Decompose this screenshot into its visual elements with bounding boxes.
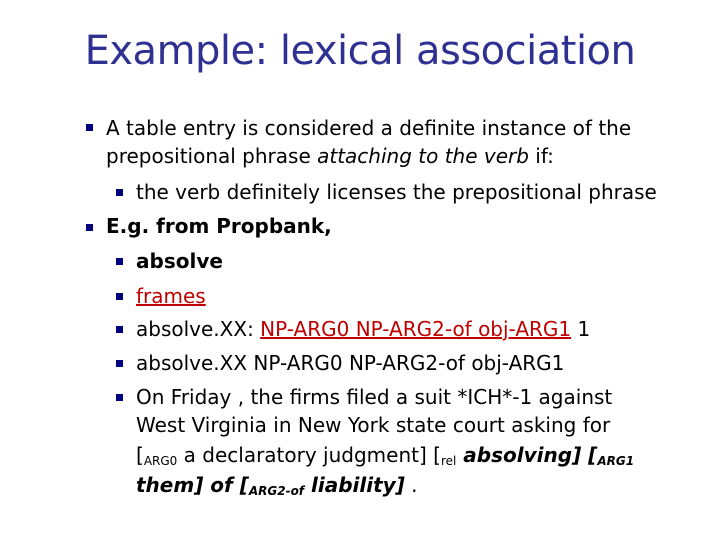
bullet-icon (86, 224, 93, 231)
text-span: E.g. from Propbank, (106, 214, 332, 238)
bullet-icon (116, 258, 123, 265)
bullet-text (106, 116, 631, 140)
text-span: if: (528, 144, 554, 168)
text-span: absolve.XX NP-ARG0 NP-ARG2-of obj-ARG1 (136, 351, 565, 375)
bullet-icon (116, 293, 123, 300)
sub-bullet-text[interactable] (136, 284, 206, 308)
bold-italic-text: absolving] [ (456, 443, 598, 467)
text-span: the verb definitely licenses the prepositional phrase (136, 180, 657, 204)
frames-link[interactable]: frames (136, 284, 206, 308)
sub-bullet-text (136, 385, 612, 409)
text-span: prepositional phrase (106, 144, 318, 168)
bold-italic-text: them] of [ (136, 473, 249, 497)
bold-italic-text: liability] (304, 473, 405, 497)
sub-bullet-text (136, 413, 610, 437)
subscript: ARG0 (143, 454, 178, 468)
bullet-icon (116, 189, 123, 196)
text-span: . (404, 473, 418, 497)
subscript: ARG1 (597, 454, 635, 468)
text-span: A table entry is considered a definite instance of the (106, 116, 632, 140)
text-span: absolve (136, 249, 223, 273)
bullet-icon (86, 124, 93, 131)
bullet-icon (116, 326, 123, 333)
bullet-text (106, 214, 332, 238)
subscript: rel (440, 454, 457, 468)
sub-bullet-text (136, 351, 564, 375)
sub-bullet-text (136, 249, 223, 273)
text-span: absolve.XX: (136, 317, 261, 341)
bullet-icon (116, 394, 123, 401)
italic-text: attaching to the verb (317, 144, 529, 168)
frameset-link[interactable]: NP-ARG0 NP-ARG2-of obj-ARG1 (260, 317, 572, 341)
text-span: a declaratory judgment] [ (177, 443, 441, 467)
text-span: West Virginia in New York state court asking for (136, 413, 611, 437)
page-title: Example: lexical association (84, 28, 636, 74)
sub-bullet-text (136, 443, 634, 473)
sub-bullet-text (136, 317, 590, 341)
sub-bullet-text (136, 473, 418, 503)
bullet-icon (116, 360, 123, 367)
text-span: 1 (571, 317, 591, 341)
text-span: On Friday , the firms filed a suit *ICH*-1 against (136, 385, 613, 409)
sub-bullet-text (136, 180, 657, 204)
text-span: [ (136, 443, 144, 467)
bullet-text (106, 144, 554, 168)
subscript: ARG2-of (248, 484, 305, 498)
